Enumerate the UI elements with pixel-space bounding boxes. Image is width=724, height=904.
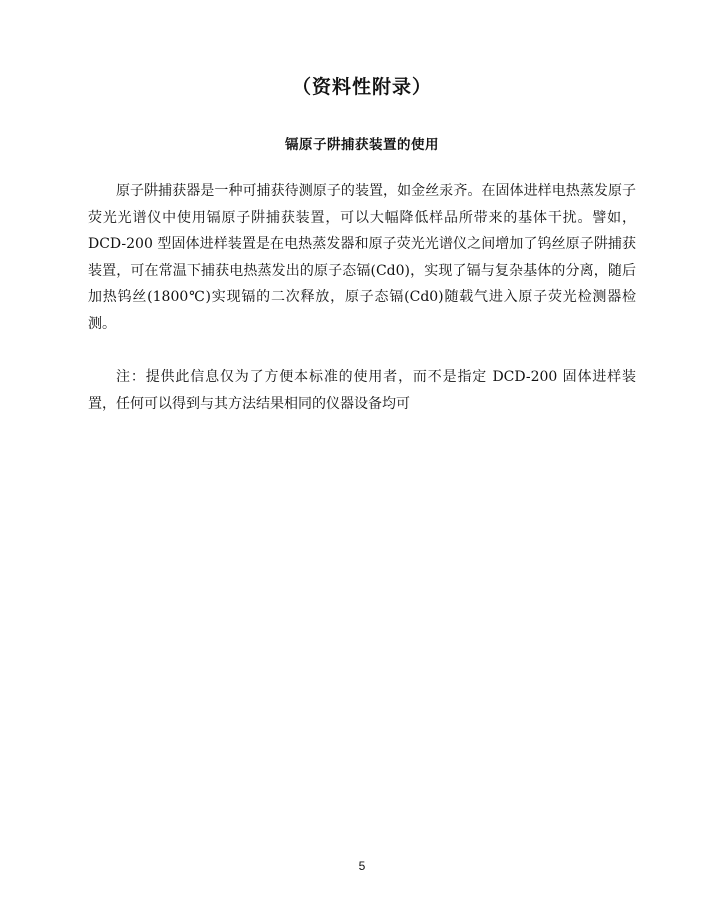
body-paragraph-1: 原子阱捕获器是一种可捕获待测原子的装置，如金丝汞齐。在固体进样电热蒸发原子荧光光谱仪中使用镉原子阱捕获装置，可以大幅降低样品所带来的基体干扰。譬如，DCD-200 型固体进样装置是在电热蒸发器和原子荧光光谱仪之间增加了钨丝原子阱捕获装置，可在常温下捕获电热蒸发出的原子态镉(Cd0)，实现了镉与复杂基体的分离，随后加热钨丝(1800℃)实现镉的二次释放，原子态镉(Cd0)随载气进入原子荧光检测器检测。 xyxy=(88,183,636,332)
page-number: 5 xyxy=(358,859,366,873)
section-title: 镉原子阱捕获装置的使用 xyxy=(285,137,439,153)
annex-title: （资料性附录） xyxy=(291,76,432,98)
note-paragraph: 注：提供此信息仅为了方便本标准的使用者，而不是指定 DCD-200 固体进样装置，任何可以得到与其方法结果相同的仪器设备均可 xyxy=(88,369,636,412)
